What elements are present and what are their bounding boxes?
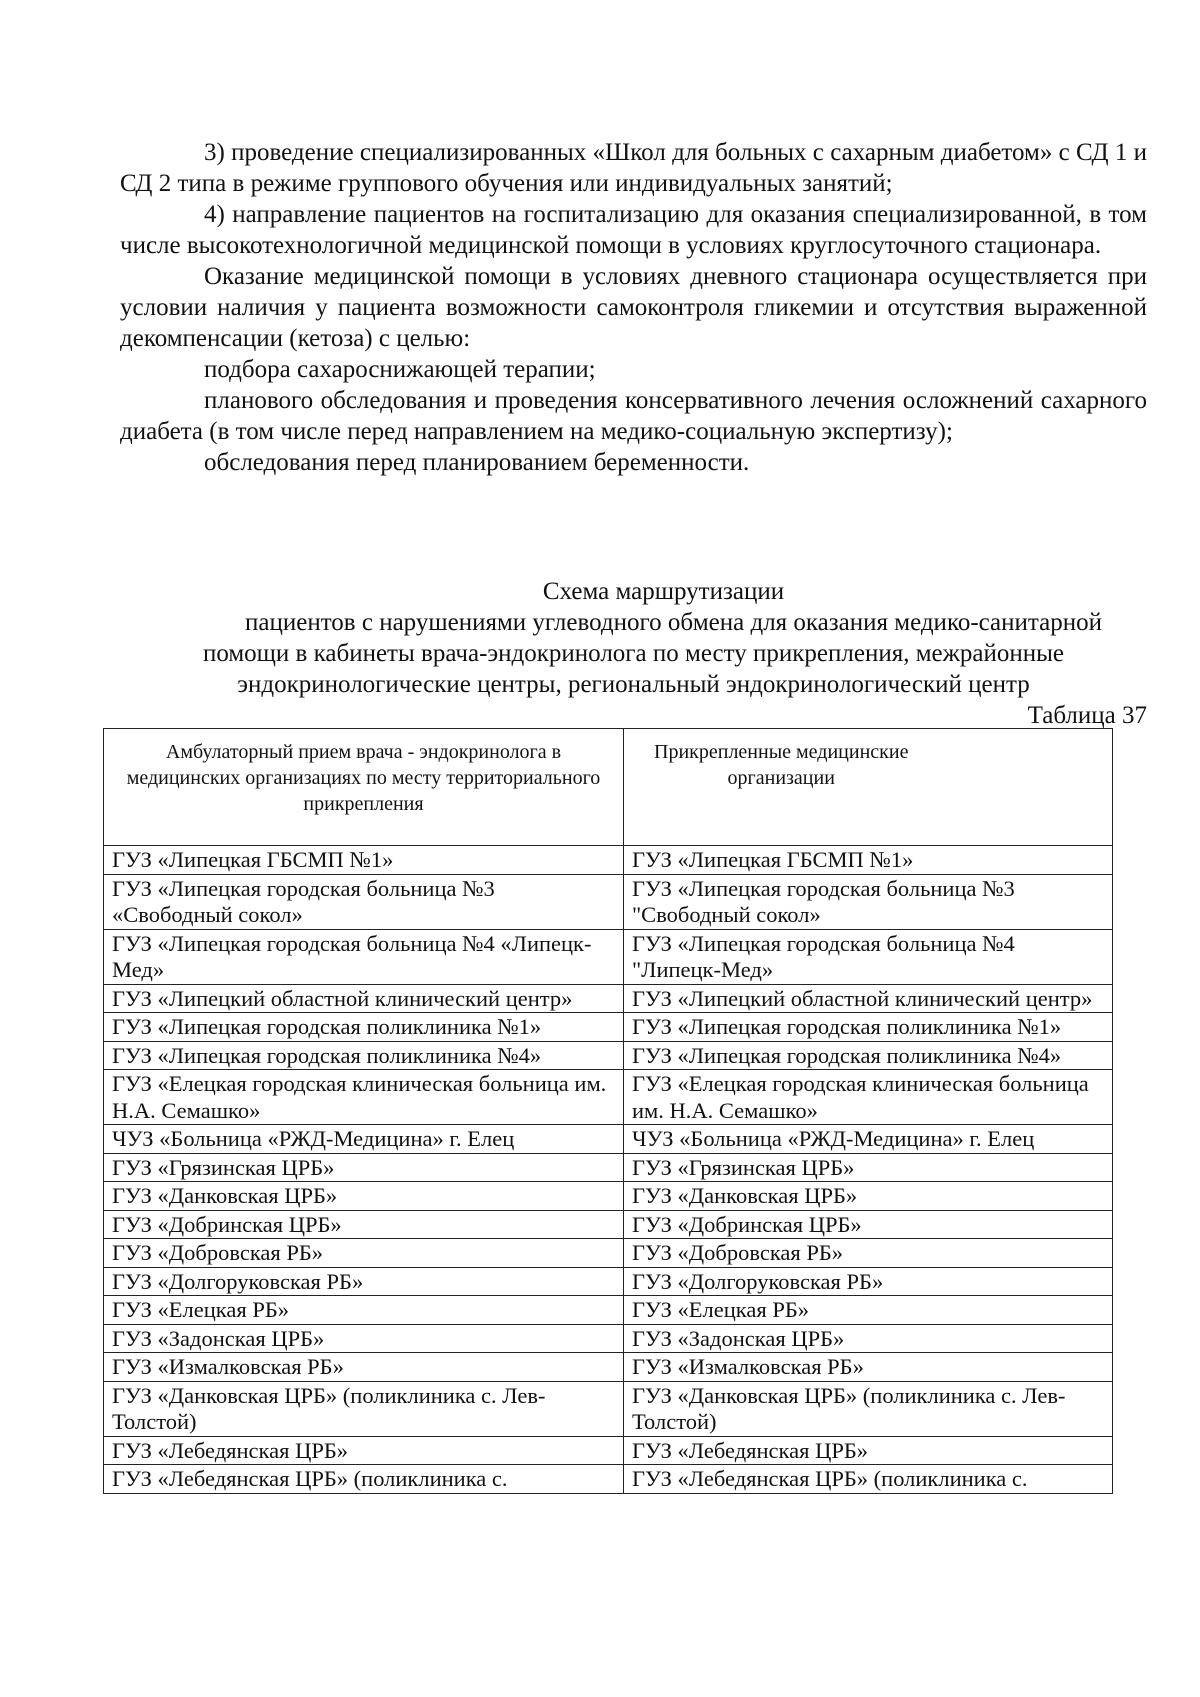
cell-attached-organization: ГУЗ «Добровская РБ»: [624, 1239, 1113, 1268]
table-row: [104, 1013, 1113, 1042]
cell-outpatient-organization: ГУЗ «Лебедянская ЦРБ» (поликлиника с.: [104, 1465, 624, 1494]
routing-table: [103, 728, 1113, 1494]
cell-outpatient-organization: ГУЗ «Долгоруковская РБ»: [104, 1267, 624, 1296]
cell-outpatient-organization: ГУЗ «Добровская РБ»: [104, 1239, 624, 1268]
cell-outpatient-organization: ГУЗ «Данковская ЦРБ»: [104, 1182, 624, 1211]
cell-outpatient-organization: ГУЗ «Липецкий областной клинический центр»: [104, 984, 624, 1013]
cell-attached-organization: ГУЗ «Липецкая городская поликлиника №1»: [624, 1013, 1113, 1042]
cell-outpatient-organization: ГУЗ «Липецкая городская больница №3 «Свободный сокол»: [104, 874, 624, 929]
caption-line-2: помощи в кабинеты врача-эндокринолога по месту прикрепления, межрайонные: [202, 640, 1065, 667]
table-number: Таблица 37: [1027, 702, 1147, 729]
table-row: [104, 1070, 1113, 1125]
cell-attached-organization: ГУЗ «Липецкий областной клинический центр»: [624, 984, 1113, 1013]
cell-attached-organization: ГУЗ «Липецкая ГБСМП №1»: [624, 846, 1113, 875]
table-row: [104, 1182, 1113, 1211]
table-row: [104, 1436, 1113, 1465]
cell-outpatient-organization: ЧУЗ «Больница «РЖД-Медицина» г. Елец: [104, 1125, 624, 1154]
paragraph-day-hospital: Оказание медицинской помощи в условиях дневного стационара осуществляется при условии наличия у пациента возможности самоконтроля гликемии и отсутствия выраженной декомпенсации (кетоза) с целью:: [120, 263, 1147, 352]
cell-attached-organization: ГУЗ «Елецкая городская клиническая больница им. Н.А. Семашко»: [624, 1070, 1113, 1125]
cell-attached-organization: ЧУЗ «Больница «РЖД-Медицина» г. Елец: [624, 1125, 1113, 1154]
paragraph-hospitalization: 4) направление пациентов на госпитализацию для оказания специализированной, в том числе высокотехнологичной медицинской помощи в условиях круглосуточного стационара.: [120, 201, 1147, 259]
cell-attached-organization: ГУЗ «Елецкая РБ»: [624, 1296, 1113, 1325]
cell-outpatient-organization: ГУЗ «Измалковская РБ»: [104, 1353, 624, 1382]
table-row: [104, 1041, 1113, 1070]
cell-attached-organization: ГУЗ «Лебедянская ЦРБ»: [624, 1436, 1113, 1465]
cell-outpatient-organization: ГУЗ «Добринская ЦРБ»: [104, 1210, 624, 1239]
paragraph-school: 3) проведение специализированных «Школ для больных с сахарным диабетом» с СД 1 и СД 2 типа в режиме группового обучения или индивидуальных занятий;: [120, 139, 1147, 197]
cell-outpatient-organization: ГУЗ «Данковская ЦРБ» (поликлиника с. Лев-Толстой): [104, 1381, 624, 1436]
table-row: [104, 846, 1113, 875]
cell-outpatient-organization: ГУЗ «Елецкая городская клиническая больница им. Н.А. Семашко»: [104, 1070, 624, 1125]
table-row: [104, 929, 1113, 984]
cell-outpatient-organization: ГУЗ «Липецкая городская больница №4 «Липецк-Мед»: [104, 929, 624, 984]
table-row: [104, 1267, 1113, 1296]
column-header-outpatient: Амбулаторный прием врача - эндокринолога в медицинских организациях по месту территориального прикрепления: [104, 729, 624, 846]
cell-outpatient-organization: ГУЗ «Липецкая городская поликлиника №4»: [104, 1041, 624, 1070]
caption-line-3: эндокринологические центры, региональный эндокринологический центр: [237, 671, 1030, 698]
table-row: [104, 1296, 1113, 1325]
cell-outpatient-organization: ГУЗ «Грязинская ЦРБ»: [104, 1153, 624, 1182]
column-header-attached: [624, 729, 1113, 846]
table-header-row: [104, 729, 1113, 846]
cell-outpatient-organization: ГУЗ «Липецкая ГБСМП №1»: [104, 846, 624, 875]
cell-attached-organization: ГУЗ «Измалковская РБ»: [624, 1353, 1113, 1382]
cell-outpatient-organization: ГУЗ «Лебедянская ЦРБ»: [104, 1436, 624, 1465]
cell-attached-organization: ГУЗ «Добринская ЦРБ»: [624, 1210, 1113, 1239]
cell-outpatient-organization: ГУЗ «Задонская ЦРБ»: [104, 1324, 624, 1353]
cell-attached-organization: ГУЗ «Данковская ЦРБ» (поликлиника с. Лев-Толстой): [624, 1381, 1113, 1436]
table-row: [104, 984, 1113, 1013]
caption-line-1: пациентов с нарушениями углеводного обмена для оказания медико-санитарной: [245, 609, 1102, 636]
cell-attached-organization: ГУЗ «Липецкая городская больница №4 "Липецк-Мед»: [624, 929, 1113, 984]
cell-attached-organization: ГУЗ «Задонская ЦРБ»: [624, 1324, 1113, 1353]
cell-attached-organization: ГУЗ «Грязинская ЦРБ»: [624, 1153, 1113, 1182]
table-row: [104, 1465, 1113, 1494]
table-row: [104, 1239, 1113, 1268]
paragraph-planned-examination: планового обследования и проведения консервативного лечения осложнений сахарного диабета (в том числе перед направлением на медико-социальную экспертизу);: [120, 387, 1147, 445]
table-caption: [120, 576, 1147, 700]
cell-attached-organization: ГУЗ «Данковская ЦРБ»: [624, 1182, 1113, 1211]
column-header-attached-line-1: Прикрепленные медицинские: [654, 741, 909, 763]
table-row: [104, 1381, 1113, 1436]
paragraph-therapy-selection: подбора сахароснижающей терапии;: [204, 356, 596, 383]
cell-attached-organization: ГУЗ «Липецкая городская больница №3 "Свободный сокол»: [624, 874, 1113, 929]
caption-heading: Схема маршрутизации: [542, 578, 785, 605]
table-row: [104, 1125, 1113, 1154]
table-body: [104, 846, 1113, 1494]
cell-attached-organization: ГУЗ «Долгоруковская РБ»: [624, 1267, 1113, 1296]
cell-attached-organization: ГУЗ «Лебедянская ЦРБ» (поликлиника с.: [624, 1465, 1113, 1494]
cell-attached-organization: ГУЗ «Липецкая городская поликлиника №4»: [624, 1041, 1113, 1070]
table-row: [104, 1153, 1113, 1182]
cell-outpatient-organization: ГУЗ «Липецкая городская поликлиника №1»: [104, 1013, 624, 1042]
column-header-attached-line-2: организации: [727, 767, 835, 789]
table-row: [104, 1324, 1113, 1353]
table-row: [104, 1210, 1113, 1239]
paragraph-pregnancy-examination: обследования перед планированием беременности.: [204, 449, 750, 476]
cell-outpatient-organization: ГУЗ «Елецкая РБ»: [104, 1296, 624, 1325]
body-text: [120, 137, 1147, 478]
table-row: [104, 1353, 1113, 1382]
table-row: [104, 874, 1113, 929]
